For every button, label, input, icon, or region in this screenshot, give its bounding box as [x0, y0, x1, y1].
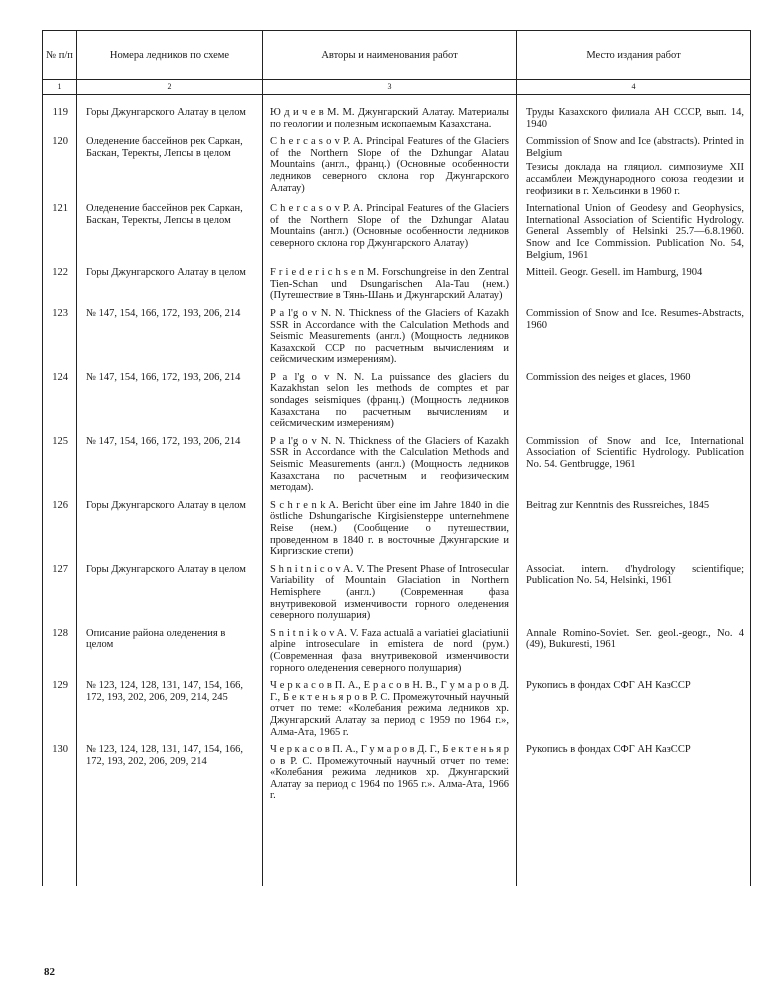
place-text: Associat. intern. d'hydrology scientifique; Publication No. 54, Helsinki, 1961 [526, 563, 744, 587]
glacier-numbers: № 147, 154, 166, 172, 193, 206, 214 [77, 308, 263, 372]
publication-place [517, 744, 751, 808]
entry-number: 122 [43, 267, 77, 308]
header-glaciers: Номера ледников по схеме [77, 31, 263, 80]
column-index: 4 [517, 80, 751, 95]
work-title [263, 628, 517, 680]
work-text: S n i t n i k o v A. V. Faza actuală a variatiei glaciatiunii alpine introseculare in emistera de nord (рум.) (Современная фаза внутривековой изменчивости горного оледенения северного полушария) [270, 627, 509, 674]
table-row [43, 203, 751, 267]
place-text: Beitrag zur Kenntnis des Russreiches, 1845 [526, 499, 710, 511]
table-row [43, 107, 751, 136]
table-row [43, 680, 751, 744]
publication-place [517, 500, 751, 564]
publication-place [517, 203, 751, 267]
work-title [263, 680, 517, 744]
work-title [263, 267, 517, 308]
table-row [43, 136, 751, 203]
work-title [263, 564, 517, 628]
work-text: C h e r c a s o v P. A. Principal Features of the Glaciers of the Northern Slope of the Dzhungar Alatau Mountains (англ.) (Основные особенности ледников северного склона гор Джунгарского Алатау) [270, 203, 509, 249]
header-number: № п/п [43, 31, 77, 80]
glacier-numbers: Горы Джунгарского Алатау в целом [77, 267, 263, 308]
publication-place [517, 372, 751, 436]
bibliography-page [42, 30, 750, 960]
publication-place [517, 564, 751, 628]
place-text: Рукопись в фондах СФГ АН КазССР [526, 744, 691, 756]
glacier-numbers: Горы Джунгарского Алатау в целом [77, 107, 263, 136]
header-works: Авторы и наименования работ [263, 31, 517, 80]
entry-number: 130 [43, 744, 77, 808]
work-text: C h e r c a s o v P. A. Principal Features of the Glaciers of the Northern Slope of the Dzhungar Alatau Mountains (англ., франц.) (Основные особенности ледников северного склона гор Джунгарского Алатау) [270, 136, 509, 194]
entry-number: 124 [43, 372, 77, 436]
place-text: Тезисы доклада на гляциол. симпозиуме XII ассамблеи Международного союза геодезии и геофизики в г. Хельсинки в 1960 г. [526, 162, 744, 197]
work-text: P a l'g o v N. N. La puissance des glaciers du Kazakhstan selon les methods de comptes et par sondages seismiques (франц.) (Мощность ледников Казахстана по расчетным вычислениям и сейсмическим измерениям) [270, 371, 509, 430]
entry-number: 120 [43, 136, 77, 203]
publication-place [517, 628, 751, 680]
glacier-numbers: № 123, 124, 128, 131, 147, 154, 166, 172, 193, 202, 206, 209, 214, 245 [77, 680, 263, 744]
publication-place [517, 267, 751, 308]
table-row [43, 500, 751, 564]
entry-number: 127 [43, 564, 77, 628]
page-number: 82 [44, 966, 55, 978]
table-row [43, 564, 751, 628]
table-row [43, 628, 751, 680]
place-text: Commission des neiges et glaces, 1960 [526, 371, 691, 383]
work-text: Ч е р к а с о в П. А., Е р а с о в Н. В., Г у м а р о в Д. Г., Б е к т е н ь я р о в Р. С. Промежуточный научный отчет по теме: «Колебания режима ледников хр. Джунгарский Алатау за период с 1959 по 1964 г.», Алма-Ата, 1965 г. [270, 680, 509, 738]
table-filler [43, 808, 751, 886]
publication-place [517, 308, 751, 372]
column-index: 1 [43, 80, 77, 95]
work-title [263, 500, 517, 564]
place-text: Труды Казахского филиала АН СССР, вып. 14, 1940 [526, 107, 744, 130]
publication-place [517, 107, 751, 136]
glacier-numbers: Оледенение бассейнов рек Саркан, Баскан, Теректы, Лепсы в целом [77, 136, 263, 203]
work-text: S h n i t n i c o v A. V. The Present Phase of Introsecular Variability of Mountain Glaciation in Northern Hemisphere (англ.) (Современная фаза внутривековой изменчивости горного оледенения северного полушария) [270, 563, 509, 622]
table-row [43, 436, 751, 500]
work-text: Ч е р к а с о в П. А., Г у м а р о в Д. Г., Б е к т е н ь я р о в Р. С. Промежуточный научный отчет по теме: «Колебания режима ледников хр. Джунгарский Алатау за период с 1964 по 1965 г.». Алма-Ата, 1966 г. [270, 744, 509, 802]
work-title [263, 372, 517, 436]
entry-number: 126 [43, 500, 77, 564]
glacier-numbers: Описание района оледенения в целом [77, 628, 263, 680]
glacier-numbers: Горы Джунгарского Алатау в целом [77, 564, 263, 628]
glacier-numbers: Оледенение бассейнов рек Саркан, Баскан, Теректы, Лепсы в целом [77, 203, 263, 267]
glacier-numbers: № 147, 154, 166, 172, 193, 206, 214 [77, 436, 263, 500]
bibliography-table [42, 30, 751, 886]
entry-number: 121 [43, 203, 77, 267]
entry-number: 123 [43, 308, 77, 372]
glacier-numbers: Горы Джунгарского Алатау в целом [77, 500, 263, 564]
header-place: Место издания работ [517, 31, 751, 80]
work-text: Ю д и ч е в М. М. Джунгарский Алатау. Материалы по геологии и полезным ископаемым Казахстана. [270, 107, 509, 130]
publication-place [517, 436, 751, 500]
place-text: Рукопись в фондах СФГ АН КазССР [526, 680, 691, 692]
work-title [263, 107, 517, 136]
entry-number: 119 [43, 107, 77, 136]
place-text: Mitteil. Geogr. Gesell. im Hamburg, 1904 [526, 267, 703, 279]
place-text: Commission of Snow and Ice, International Association of Scientific Hydrology. Publication No. 54. Gentbrugge, 1961 [526, 435, 744, 471]
table-header [43, 31, 751, 95]
work-title [263, 308, 517, 372]
place-text: International Union of Geodesy and Geophysics, International Association of Scientific Hydrology. General Assembly of Helsinki 25.7—6.8.1960. Snow and Ice Commission. Publication No. 54, Belgium, 1961 [526, 203, 744, 261]
publication-place [517, 136, 751, 203]
place-text: Commission of Snow and Ice. Resumes-Abstracts, 1960 [526, 307, 744, 331]
table-row [43, 372, 751, 436]
entry-number: 128 [43, 628, 77, 680]
work-title [263, 203, 517, 267]
column-index: 3 [263, 80, 517, 95]
publication-place [517, 680, 751, 744]
work-title [263, 136, 517, 203]
table-row [43, 308, 751, 372]
glacier-numbers: № 147, 154, 166, 172, 193, 206, 214 [77, 372, 263, 436]
column-index: 2 [77, 80, 263, 95]
table-row [43, 267, 751, 308]
work-text: P a l'g o v N. N. Thickness of the Glaciers of Kazakh SSR in Accordance with the Calculation Methods and Seismic Measurements (англ.) (Мощность ледников Казахской ССР по расчетным вычислениям и сейсмическим измерениям). [270, 307, 509, 366]
glacier-numbers: № 123, 124, 128, 131, 147, 154, 166, 172, 193, 202, 206, 209, 214 [77, 744, 263, 808]
work-text: F r i e d e r i c h s e n M. Forschungreise in den Zentral Tien-Schan und Dsungarischen Ala-Tau (нем.) (Путешествие в Тянь-Шань и Джунгарский Алатау) [270, 267, 509, 302]
work-title [263, 436, 517, 500]
work-title [263, 744, 517, 808]
table-row [43, 744, 751, 808]
place-text: Commission of Snow and Ice (abstracts). Printed in Belgium [526, 136, 744, 159]
entry-number: 125 [43, 436, 77, 500]
work-text: P a l'g o v N. N. Thickness of the Glaciers of Kazakh SSR in Accordance with the Calculation Methods and Seismic Measurements (англ.) (Мощность ледников Казахстана по расчетным и геофизическим методам). [270, 435, 509, 494]
entry-number: 129 [43, 680, 77, 744]
work-text: S c h r e n k A. Bericht über eine im Jahre 1840 in die östliche Dshungarische Kirgisiensteppe unternehmene Reise (нем.) (Сообщение о путешествии, проведенном в 1840 г. в восточные Джунгарские и Киргизские степи) [270, 499, 509, 558]
place-text: Annale Romino-Soviet. Ser. geol.-geogr., No. 4 (49), Bukuresti, 1961 [526, 627, 744, 651]
table-body [43, 95, 751, 887]
